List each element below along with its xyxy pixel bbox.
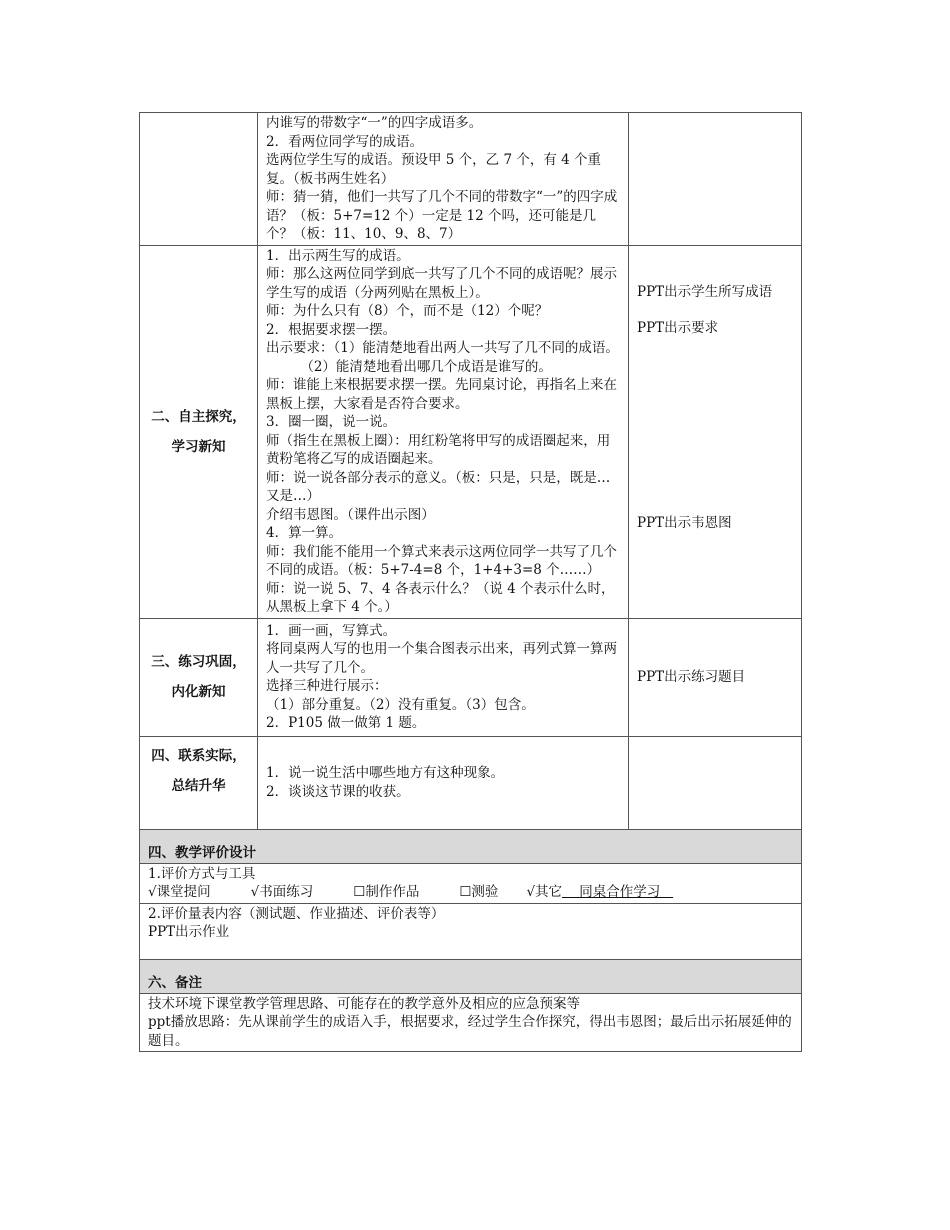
stage-title-line2: 总结升华 bbox=[171, 777, 226, 794]
evaluation-options bbox=[148, 883, 793, 902]
stage-cell bbox=[140, 736, 258, 829]
content-line: （2）能清楚地看出哪几个成语是谁写的。 bbox=[266, 358, 552, 375]
note-line: PPT出示学生所写成语 bbox=[637, 283, 773, 300]
remarks-line1: 技术环境下课堂教学管理思路、可能存在的教学意外及相应的应急预案等 bbox=[148, 995, 580, 1012]
note-cell-empty bbox=[629, 113, 802, 246]
content-line: 选两位学生写的成语。预设甲 5 个，乙 7 个，有 4 个重复。（板书两生姓名） bbox=[266, 152, 602, 187]
content-line: 师：说一说各部分表示的意义。（板：只是，只是，既是…又是…） bbox=[266, 469, 611, 504]
table-row bbox=[140, 113, 802, 246]
evaluation-scale-cell bbox=[140, 903, 802, 959]
option-written-practice[interactable]: √书面练习 bbox=[250, 884, 314, 900]
content-line: 师：说一说 5、7、4 各表示什么？（说 4 个表示什么时，从黑板上拿下 4 个。） bbox=[266, 580, 615, 615]
content-line: 2．谈谈这节课的收获。 bbox=[266, 783, 410, 800]
table-row bbox=[140, 863, 802, 903]
content-line: 2．看两位同学写的成语。 bbox=[266, 133, 424, 150]
content-line: 师：猜一猜，他们一共写了几个不同的带数字“一”的四字成语？（板：5+7=12 个）一定是 12 个吗，还可能是几个？（板：11、10、9、8、7） bbox=[266, 189, 618, 242]
option-other-text: 同桌合作学习 bbox=[562, 884, 674, 900]
content-cell bbox=[258, 736, 629, 829]
content-line: 师（指生在黑板上圈）：用红粉笔将甲写的成语圈起来，用黄粉笔将乙写的成语圈起来。 bbox=[266, 432, 611, 467]
stage-title-line2: 内化新知 bbox=[171, 684, 226, 700]
content-line: 1．出示两生写的成语。 bbox=[266, 247, 410, 264]
remarks-line2: ppt播放思路：先从课前学生的成语入手，根据要求，经过学生合作探究，得出韦恩图；最后出示拓展延伸的题目。 bbox=[148, 1014, 792, 1049]
content-line: 师：为什么只有（8）个，而不是（12）个呢？ bbox=[266, 303, 549, 319]
table-row bbox=[140, 903, 802, 959]
content-line: 师：那么这两位同学到底一共写了几个不同的成语呢？展示学生写的成语（分两列贴在黑板上）。 bbox=[266, 266, 617, 301]
section-heading-row bbox=[140, 829, 802, 863]
content-cell bbox=[258, 618, 629, 736]
note-line: PPT出示练习题目 bbox=[637, 668, 746, 685]
table-row bbox=[140, 618, 802, 736]
note-cell bbox=[629, 245, 802, 618]
option-test[interactable]: ☐测验 bbox=[459, 884, 499, 900]
stage-title-line1: 四、联系实际， bbox=[151, 747, 246, 764]
evaluation-tools-cell bbox=[140, 863, 802, 903]
content-line: 介绍韦恩图。（课件出示图） bbox=[266, 506, 435, 523]
content-line: 3．圈一圈，说一说。 bbox=[266, 414, 397, 430]
content-line: 2．P105 做一做第 1 题。 bbox=[266, 715, 426, 731]
content-line: 出示要求：（1）能清楚地看出两人一共写了几不同的成语。 bbox=[266, 340, 619, 356]
stage-title-line2: 学习新知 bbox=[171, 438, 226, 455]
evaluation-item1-title: 1.评价方式与工具 bbox=[148, 865, 256, 882]
stage-title-line1: 三、练习巩固， bbox=[151, 654, 246, 670]
content-cell bbox=[258, 245, 629, 618]
stage-cell bbox=[140, 618, 258, 736]
content-line: 4．算一算。 bbox=[266, 525, 343, 541]
table-row bbox=[140, 736, 802, 829]
note-line: PPT出示韦恩图 bbox=[637, 514, 732, 531]
evaluation-item2-content: PPT出示作业 bbox=[148, 924, 230, 940]
option-other[interactable]: √其它 bbox=[526, 884, 563, 900]
stage-cell-empty bbox=[140, 113, 258, 246]
content-line: 将同桌两人写的也用一个集合图表示出来，再列式算一算两人一共写了几个。 bbox=[266, 641, 617, 676]
content-line: 内谁写的带数字“一”的四字成语多。 bbox=[266, 115, 483, 131]
table-row bbox=[140, 245, 802, 618]
option-classroom-questions[interactable]: √课堂提问 bbox=[148, 884, 211, 900]
option-make-work[interactable]: ☐制作作品 bbox=[353, 884, 420, 900]
content-cell bbox=[258, 113, 629, 246]
evaluation-item2-title: 2.评价量表内容（测试题、作业描述、评价表等） bbox=[148, 905, 445, 922]
note-line: PPT出示要求 bbox=[637, 320, 719, 336]
note-cell-empty bbox=[629, 736, 802, 829]
content-line: 1．说一说生活中哪些地方有这种现象。 bbox=[266, 765, 505, 781]
remarks-cell bbox=[140, 993, 802, 1052]
lesson-plan-table bbox=[139, 112, 802, 1052]
table-row bbox=[140, 993, 802, 1052]
content-line: 师：谁能上来根据要求摆一摆。先同桌讨论，再指名上来在黑板上摆，大家看是否符合要求。 bbox=[266, 377, 617, 412]
evaluation-heading: 四、教学评价设计 bbox=[140, 829, 802, 863]
content-line: 选择三种进行展示： bbox=[266, 678, 388, 694]
content-line: 1．画一画，写算式。 bbox=[266, 622, 397, 639]
section-heading-row bbox=[140, 959, 802, 993]
remarks-heading: 六、备注 bbox=[140, 959, 802, 993]
content-line: 2．根据要求摆一摆。 bbox=[266, 321, 397, 338]
content-line: 师：我们能不能用一个算式来表示这两位同学一共写了几个不同的成语。（板：5+7-4=8 个，1+4+3=8 个……） bbox=[266, 543, 617, 578]
stage-cell bbox=[140, 245, 258, 618]
content-line: （1）部分重复。（2）没有重复。（3）包含。 bbox=[266, 696, 535, 713]
note-cell bbox=[629, 618, 802, 736]
stage-title-line1: 二、自主探究， bbox=[151, 408, 246, 425]
